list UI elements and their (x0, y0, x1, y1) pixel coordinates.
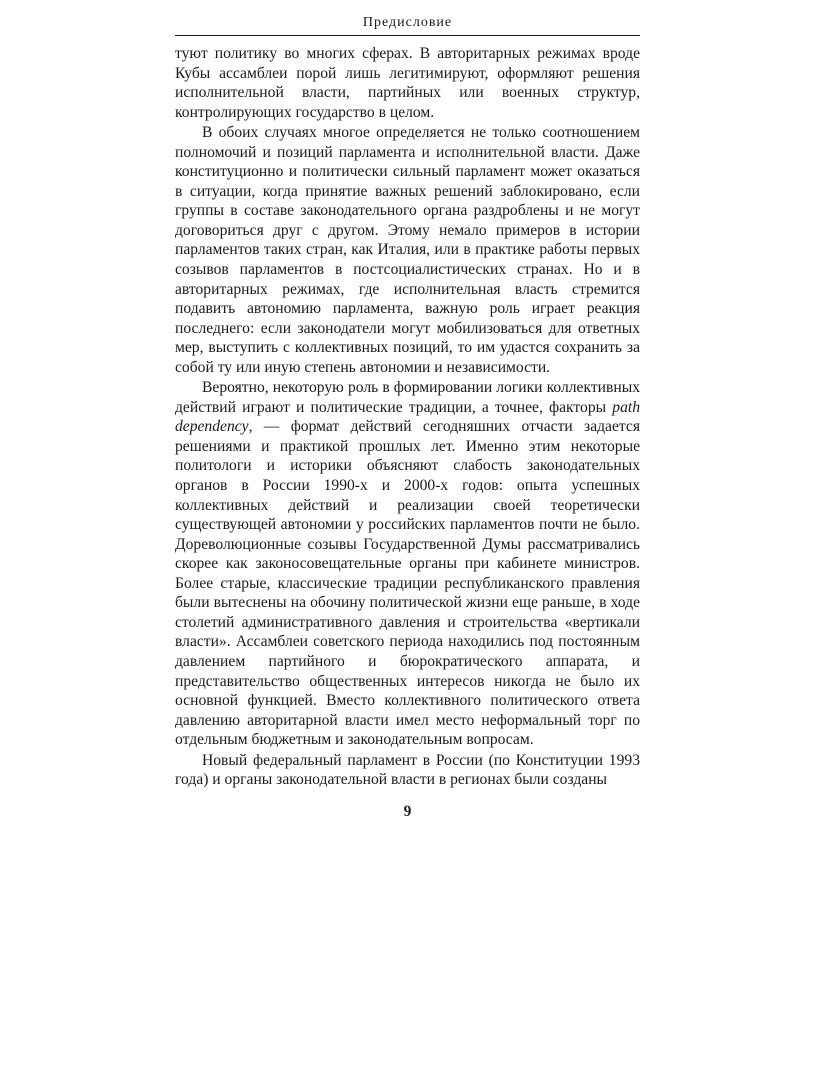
page-number: 9 (403, 802, 412, 820)
running-title: Предисловие (362, 15, 453, 30)
paragraph-4: Новый федеральный парламент в России (по Конституции 1993 года) и органы законодательной власти в регионах были созданы (175, 751, 640, 789)
paragraph-1: туют политику во многих сферах. В авторитарных режимах вроде Кубы ассамблеи порой лишь легитимируют, оформляют решения исполнительной власти, партийных или военных структур, контролирующих государство в целом. (175, 45, 640, 121)
book-page (175, 14, 640, 822)
italic-term: path dependency (175, 398, 640, 436)
paragraph-3-text-rest: , — формат действий сегодняшних отчасти задается решениями и практикой прошлых лет. Именно этим некоторые политологи и историки объясняют слабость законодательных органов в России 1990-х и 2000-х годов: опыта успешных коллективных действий и реализации своей теоретически существующей автономии у российских парламентов почти не было. Дореволюционные созывы Государственной Думы рассматривались скорее как законосовещательные органы при кабинете министров. Более старые, классические традиции республиканского правления были вытеснены на обочину политической жизни еще раньше, в ходе столетий административного давления и строительства «вертикали власти». Ассамблеи советского периода находились под постоянным давлением партийного и бюрократического аппарата, и представительство общественных интересов никогда не было их основной функцией. Вместо коллективного политического ответа давлению авторитарной власти имел место неформальный торг по отдельным бюджетным и законодательным вопросам. (175, 418, 640, 749)
header-rule (175, 35, 640, 36)
paragraph-3-text-start: Вероятно, некоторую роль в формировании логики коллективных действий играют и политические традиции, а точнее, факторы (175, 379, 640, 416)
paragraph-3 (175, 378, 640, 749)
paragraph-2: В обоих случаях многое определяется не только соотношением полномочий и позиций парламента и исполнительной власти. Даже конституционно и политически сильный парламент может оказаться в ситуации, когда принятие важных решений заблокировано, если группы в составе законодательного органа раздроблены и не могут договориться друг с другом. Этому немало примеров в истории парламентов таких стран, как Италия, или в практике работы первых созывов парламентов в постсоциалистических странах. Но и в авторитарных режимах, где исполнительная власть стремится подавить автономию парламента, важную роль играет реакция последнего: если законодатели могут мобилизоваться для ответных мер, выступить с коллективных позиций, то им удастся сохранить за собой ту или иную степень автономии и независимости. (175, 124, 640, 376)
